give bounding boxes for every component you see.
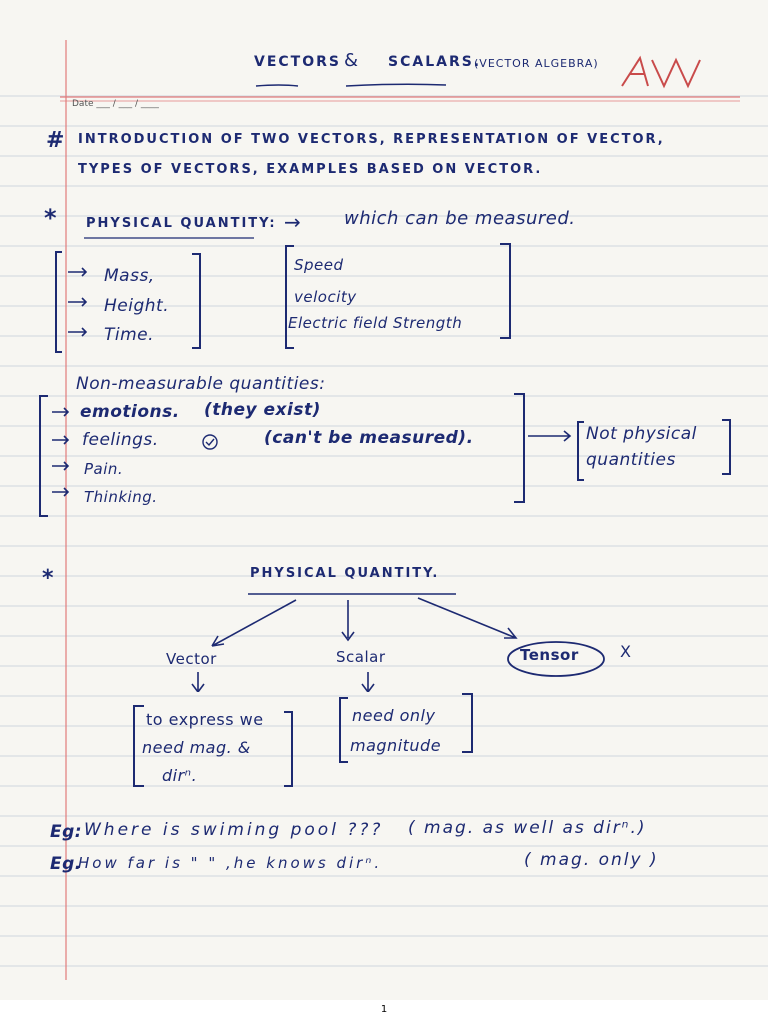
scalar-description: magnitude <box>350 736 442 755</box>
non-measurable-item: emotions. <box>80 402 180 422</box>
non-measurable-item: Pain. <box>84 460 124 478</box>
page-subtitle: (VECTOR ALGEBRA) <box>474 57 599 70</box>
vector-description: need mag. & <box>142 738 251 757</box>
tensor-cross-mark: X <box>620 642 632 661</box>
vector-node: Vector <box>166 650 217 668</box>
classification-arrows <box>140 586 560 692</box>
title-ampersand: & <box>344 50 359 71</box>
example-note: ( mag. only ) <box>524 850 659 870</box>
scalar-node: Scalar <box>336 648 386 666</box>
group2-item: Speed <box>294 256 344 274</box>
page-title-rest: SCALARS. <box>388 54 482 70</box>
vector-description: dirⁿ. <box>162 766 198 785</box>
physical-quantity-definition: which can be measured. <box>344 208 576 229</box>
page-title: VECTORS <box>254 54 341 70</box>
tensor-node: Tensor <box>520 646 579 664</box>
example-text: Where is swiming pool ??? <box>84 820 384 840</box>
title-underline <box>250 74 450 94</box>
non-measurable-item: Thinking. <box>84 488 158 506</box>
example-note: ( mag. as well as dirⁿ.) <box>408 818 647 838</box>
date-field: Date ___ / ___ / ____ <box>72 99 159 109</box>
intro-line-2: TYPES OF VECTORS, EXAMPLES BASED ON VECTOR. <box>78 162 543 177</box>
star-bullet: * <box>44 204 58 232</box>
result-line: quantities <box>586 450 676 470</box>
label-underline <box>84 234 264 242</box>
example-label: Eg: <box>50 822 83 842</box>
example-label: Eg. <box>50 854 82 874</box>
group1-item: Height. <box>104 296 170 316</box>
non-measurable-note: (can't be measured). <box>264 428 474 448</box>
definition-arrow: → <box>284 210 302 234</box>
intro-line-1: INTRODUCTION OF TWO VECTORS, REPRESENTATION OF VECTOR, <box>78 132 665 147</box>
logo-icon <box>618 52 702 90</box>
physical-quantity-label: PHYSICAL QUANTITY: <box>86 216 277 231</box>
group1-item: Time. <box>104 325 155 345</box>
group2-item: velocity <box>294 288 357 306</box>
star-bullet: * <box>42 566 55 591</box>
vector-description: to express we <box>146 710 264 729</box>
hash-bullet: # <box>46 128 65 153</box>
non-measurable-item: feelings. <box>82 430 159 450</box>
result-line: Not physical <box>586 424 697 444</box>
non-measurable-heading: Non-measurable quantities: <box>76 374 326 394</box>
example-text: How far is " " ,he knows dirⁿ. <box>78 854 383 872</box>
group2-item: Electric field Strength <box>288 314 463 332</box>
page-number: 1 <box>380 1004 388 1015</box>
classification-title: PHYSICAL QUANTITY. <box>250 566 440 581</box>
group1-item: Mass, <box>104 266 155 286</box>
non-measurable-note: (they exist) <box>204 400 321 420</box>
scalar-description: need only <box>352 706 436 725</box>
